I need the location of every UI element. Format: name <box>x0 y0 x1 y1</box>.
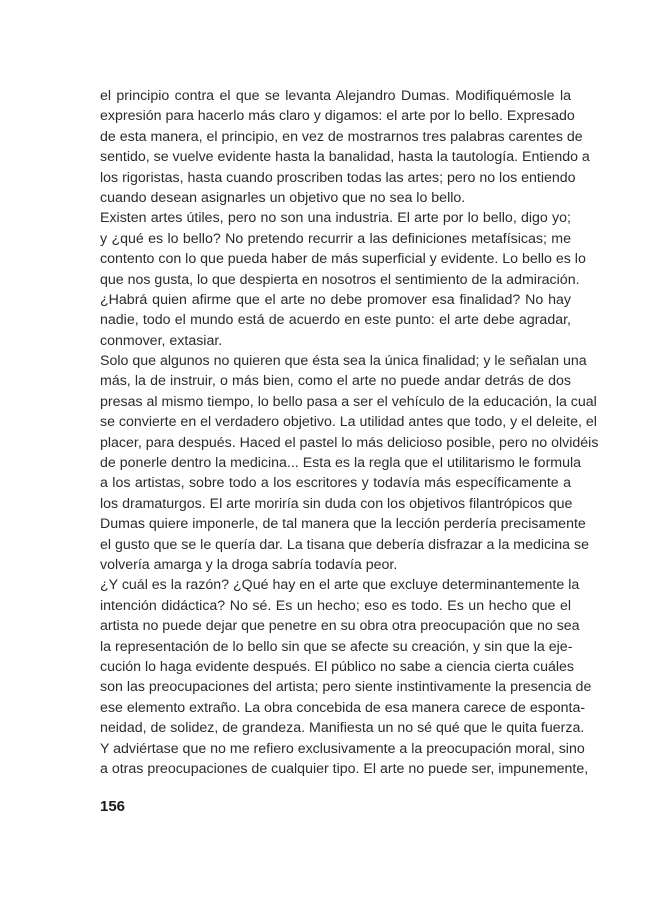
body-text <box>100 86 599 779</box>
text-line: sentido, se vuelve evidente hasta la banalidad, hasta la tautología. Entiendo a <box>100 149 590 166</box>
text-line: los rigoristas, hasta cuando proscriben todas las artes; pero no los entiendo <box>100 169 576 186</box>
text-line: cuando desean asignarles un objetivo que no sea lo bello. <box>100 189 466 206</box>
text-line: ese elemento extraño. La obra concebida de esa manera carece de esponta- <box>100 699 586 716</box>
paragraph <box>100 208 586 351</box>
text-line: de ponerle dentro la medicina... Esta es la regla que el utilitarismo le formula <box>100 455 582 472</box>
text-line: ¿Y cuál es la razón? ¿Qué hay en el arte que excluye determinantemente la <box>100 577 580 594</box>
text-line: se convierte en el verdadero objetivo. La utilidad antes que todo, y el deleite, el <box>100 414 597 431</box>
text-line: nadie, todo el mundo está de acuerdo en este punto: el arte debe agradar, <box>100 312 571 329</box>
text-line: intención didáctica? No sé. Es un hecho; eso es todo. Es un hecho que el <box>100 597 571 614</box>
text-line: el principio contra el que se levanta Alejandro Dumas. Modifiquémosle la <box>100 88 571 104</box>
text-line: volvería amarga y la droga sabría todavía peor. <box>100 556 398 573</box>
text-line: la representación de lo bello sin que se afecte su creación, y sin que la eje- <box>100 638 573 655</box>
text-line: presas al mismo tiempo, lo bello pasa a ser el vehículo de la educación, la cual <box>100 393 597 410</box>
text-line: ¿Habrá quien afirme que el arte no debe promover esa finalidad? No hay <box>100 291 571 308</box>
text-line: Dumas quiere imponerle, de tal manera que la lección perdería precisamente <box>100 516 586 533</box>
text-line: Existen artes útiles, pero no son una industria. El arte por lo bello, digo yo; <box>100 210 571 227</box>
paragraph <box>100 575 592 779</box>
text-line: cución lo haga evidente después. El público no sabe a ciencia cierta cuáles <box>100 658 575 675</box>
text-line: y ¿qué es lo bello? No pretendo recurrir a las definiciones metafísicas; me <box>100 230 571 247</box>
text-line: conmover, extasiar. <box>100 332 223 349</box>
text-line: expresión para hacerlo más claro y digamos: el arte por lo bello. Expresado <box>100 108 575 125</box>
text-line: los dramaturgos. El arte moriría sin duda con los objetivos filantrópicos que <box>100 495 573 512</box>
text-line: que nos gusta, lo que despierta en nosotros el sentimiento de la admiración. <box>100 271 580 288</box>
page-number: 156 <box>100 798 126 815</box>
paragraph <box>100 351 599 575</box>
text-line: son las preocupaciones del artista; pero siente instintivamente la presencia de <box>100 679 592 696</box>
text-line: Solo que algunos no quieren que ésta sea la única finalidad; y le señalan una <box>100 353 587 370</box>
text-line: placer, para después. Haced el pastel lo más delicioso posible, pero no olvidéis <box>100 434 599 451</box>
text-line: más, la de instruir, o más bien, como el arte no puede andar detrás de dos <box>100 373 571 390</box>
text-line: a otras preocupaciones de cualquier tipo. El arte no puede ser, impunemente, <box>100 760 589 777</box>
text-line: a los artistas, sobre todo a los escritores y todavía más específicamente a <box>100 475 571 492</box>
text-line: artista no puede dejar que penetre en su obra otra preocupación que no sea <box>100 618 580 635</box>
text-line: el gusto que se le quería dar. La tisana que debería disfrazar a la medicina se <box>100 536 589 553</box>
text-line: neidad, de solidez, de grandeza. Manifiesta un no sé qué que le quita fuerza. <box>100 720 585 737</box>
text-line: de esta manera, el principio, en vez de mostrarnos tres palabras carentes de <box>100 128 583 145</box>
text-line: contento con lo que pueda haber de más superficial y evidente. Lo bello es lo <box>100 251 586 268</box>
paragraph <box>100 86 590 208</box>
text-line: Y adviértase que no me refiero exclusivamente a la preocupación moral, sino <box>100 740 585 757</box>
